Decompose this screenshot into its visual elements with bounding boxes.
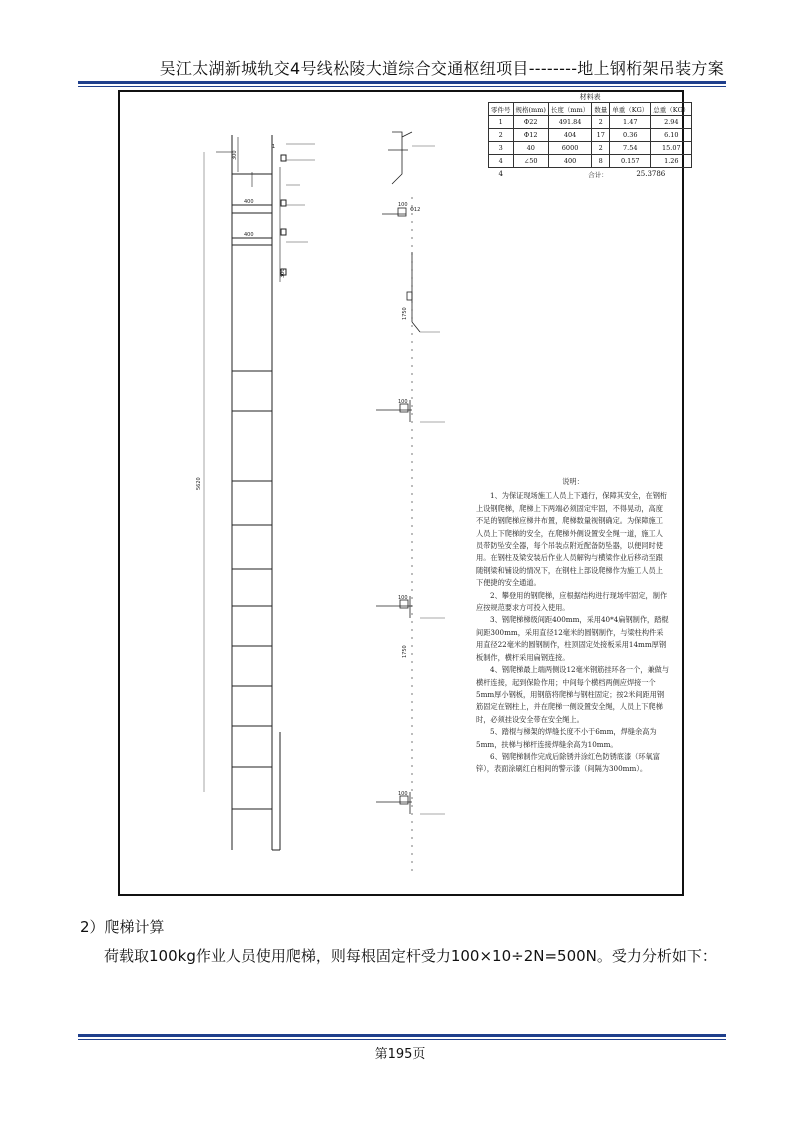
materials-table bbox=[488, 92, 692, 180]
dim-300: 300 bbox=[280, 268, 286, 278]
detail-dim-100-d: 100 bbox=[398, 791, 408, 797]
note-item: 2、攀登用的钢爬梯，应根据结构进行现场牢固定，制作应按规范要求方可投入使用。 bbox=[476, 590, 668, 613]
dim-top: 300 bbox=[232, 150, 238, 160]
table-row: 4 ∠50 400 8 0.157 1.26 bbox=[489, 155, 692, 168]
header-rule-thin bbox=[78, 86, 726, 87]
dim-400-b: 400 bbox=[244, 232, 254, 238]
materials-table-title: 材料表 bbox=[579, 93, 601, 101]
footer-rule bbox=[78, 1034, 726, 1037]
notes-title: 说明： bbox=[562, 477, 584, 486]
footer-rule-thin bbox=[78, 1039, 726, 1040]
table-row: 1 Φ22 491.84 2 1.47 2.94 bbox=[489, 116, 692, 129]
note-item: 5、踏棍与梯架的焊缝长度不小于6mm，焊缝余高为5mm，扶梯与梯杆连接焊缝余高为10mm。 bbox=[476, 727, 657, 749]
header-rule bbox=[78, 81, 726, 84]
drawing-notes bbox=[476, 476, 670, 776]
page-header: 吴江太湖新城轨交4号线松陵大道综合交通枢纽项目--------地上钢桁架吊装方案 bbox=[159, 59, 724, 78]
dim-400-a: 400 bbox=[244, 199, 254, 205]
detail-dim-1750-b: 1750 bbox=[402, 645, 408, 658]
section-heading: 2）爬梯计算 bbox=[80, 918, 165, 936]
note-item: 6、钢爬梯制作完成后除锈并涂红色防锈底漆（环氧富锌），表面涂刷红白相间的警示漆（间隔为300mm）。 bbox=[476, 751, 660, 774]
part-no-1: 1 bbox=[272, 144, 276, 150]
ladder-drawing bbox=[118, 90, 690, 896]
table-row: 3 40 6000 2 7.54 15.07 bbox=[489, 142, 692, 155]
detail-phi12: Φ12 bbox=[410, 207, 421, 213]
table-total-row: 4 合计： 25.3786 bbox=[498, 170, 666, 179]
detail-dim-1750-a: 1750 bbox=[402, 307, 408, 320]
detail-dim-100-b: 100 bbox=[398, 399, 408, 405]
table-row: 2 Φ12 404 17 0.36 6.10 bbox=[489, 129, 692, 142]
body-paragraph: 荷载取100kg作业人员使用爬梯，则每根固定杆受力100×10÷2N=500N。受力分析如下： bbox=[104, 947, 717, 965]
note-item: 4、钢爬梯最上端两侧设12毫米钢筋挂环各一个，兼做与横杆连接，起到保险作用；中间每个横档两侧应焊接一个5mm厚小钢板，用钢筋将爬梯与钢柱固定；按2米间距用钢筋固定在钢柱上，并在爬梯一侧设置安全绳，人员上下爬梯时，必须挂设安全带在安全绳上。 bbox=[476, 665, 670, 724]
page-number: 第195页 bbox=[374, 1047, 426, 1062]
note-item: 1、为保证现场施工人员上下通行，保障其安全，在钢桁上设钢爬梯，爬梯上下两端必须固定牢固，不得晃动，高度不足的钢爬梯应梯井布置，爬梯数量视钢确定。为保障施工人员上下爬梯的安全，在爬梯外侧设置安全绳一道，施工人员带防坠安全器，每个吊装点附近配备防坠器，以便同时使用。在钢柱及梁安装后作业人员解钩与横梁作业后移动至跟随钢梁和铺设的情况下，在钢柱上部设爬梯作为施工人员上下便捷的安全通道。 bbox=[476, 491, 668, 588]
materials-table-header: 零件号 规格(mm) 长度（mm） 数量 单重（KG） 总重（KG） bbox=[489, 103, 692, 116]
dim-total: 5620 bbox=[196, 477, 202, 490]
detail-dim-100: 100 bbox=[398, 202, 408, 208]
note-item: 3、钢爬梯梯级间距400mm，采用40*4扁钢制作，踏棍间距300mm，采用直径12毫米的圆钢制作，与梁柱构件采用直径22毫米的圆钢制作，柱顶固定处接板采用14mm厚钢板制作，横杆采用扁钢连接。 bbox=[476, 615, 669, 662]
detail-dim-100-c: 100 bbox=[398, 595, 408, 601]
